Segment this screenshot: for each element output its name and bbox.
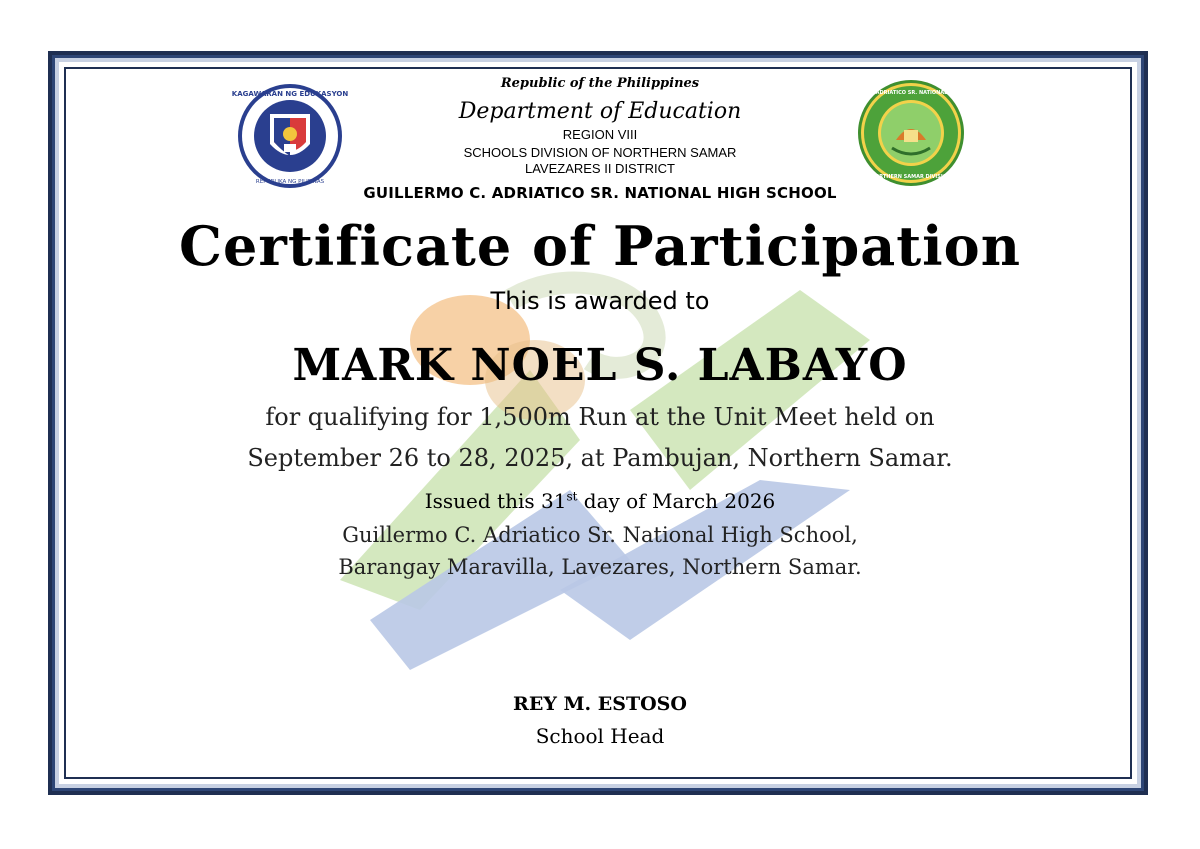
reason-line-1: for qualifying for 1,500m Run at the Unit Meet held on <box>265 403 935 431</box>
awarded-line: This is awarded to <box>490 287 710 315</box>
recipient-name: MARK NOEL S. LABAYO <box>292 340 908 391</box>
deped-seal-bottom-text: REPUBLIKA NG PILIPINAS <box>255 179 325 185</box>
issued-date <box>0 489 1200 513</box>
department-header: Department of Education <box>458 99 742 124</box>
reason-line-2: September 26 to 28, 2025, at Pambujan, Northern Samar. <box>247 444 953 472</box>
deped-seal-top-text: KAGAWARAN NG EDUKASYON <box>231 90 349 98</box>
issued-rest: day of March 2026 <box>577 489 776 513</box>
signatory-position: School Head <box>535 724 665 748</box>
issued-ordinal: st <box>566 489 578 504</box>
address-line-1: Guillermo C. Adriatico Sr. National High School, <box>342 523 858 547</box>
school-name-header: GUILLERMO C. ADRIATICO SR. NATIONAL HIGH SCHOOL <box>363 184 837 202</box>
school-seal-bottom-text: NORTHERN SAMAR DIVISION <box>870 174 952 180</box>
school-seal-top-text: GUILLERMO C. ADRIATICO SR. NATIONAL HIGH SCHOOL <box>833 90 989 96</box>
region-header: REGION VIII <box>562 127 638 142</box>
issued-prefix: Issued this 31 <box>424 489 567 513</box>
division-header: SCHOOLS DIVISION OF NORTHERN SAMAR <box>463 145 737 160</box>
certificate-title: Certificate of Participation <box>179 214 1021 278</box>
signatory-name: REY M. ESTOSO <box>513 693 687 715</box>
republic-header: Republic of the Philippines <box>500 76 700 91</box>
address-line-2: Barangay Maravilla, Lavezares, Northern Samar. <box>338 555 862 579</box>
district-header: LAVEZARES II DISTRICT <box>524 161 675 176</box>
